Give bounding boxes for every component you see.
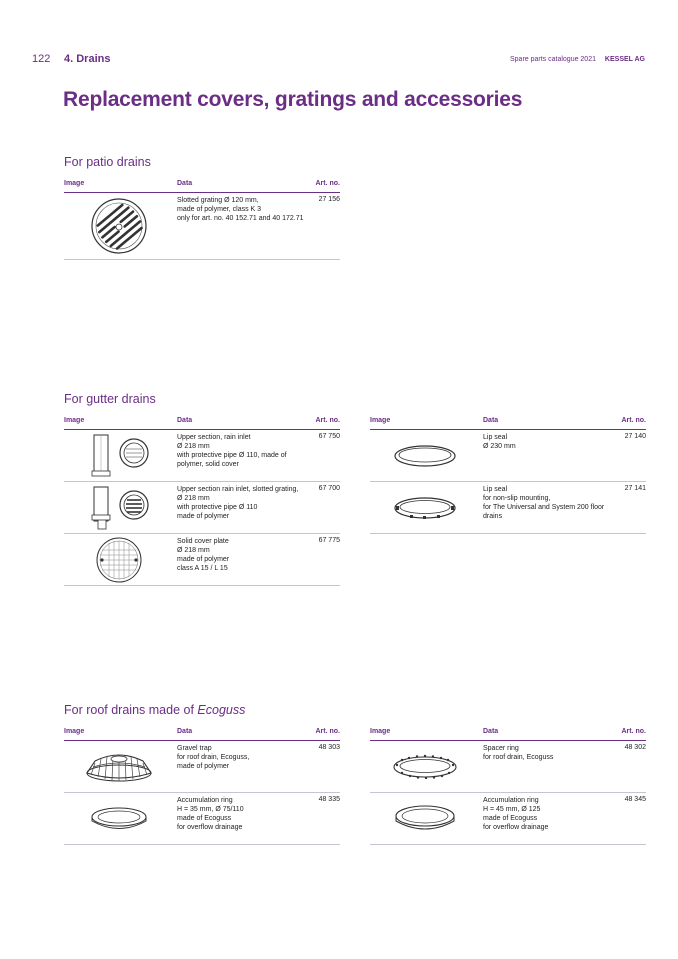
row-art-no: 67 750 [318, 433, 340, 440]
table-row [64, 534, 340, 586]
gravel-trap-icon [64, 741, 174, 792]
page-title: Replacement covers, gratings and accessories [63, 88, 523, 111]
col-data: Data [483, 417, 499, 424]
col-data: Data [483, 728, 499, 735]
table-row [64, 793, 340, 845]
table-header [64, 417, 340, 430]
col-art-no: Art. no. [315, 417, 340, 424]
table-row [370, 741, 646, 793]
row-data: Slotted grating Ø 120 mm, made of polymer, class K 3 only for art. no. 40 152.71 and 40 172.71 [177, 197, 304, 222]
col-data: Data [177, 417, 193, 424]
lip-seal-icon [370, 430, 480, 481]
table-row [64, 430, 340, 482]
slotted-grating-icon [64, 193, 174, 259]
row-art-no: 48 335 [318, 796, 340, 803]
table-header [370, 417, 646, 430]
col-image: Image [370, 728, 391, 735]
row-art-no: 27 140 [624, 433, 646, 440]
row-data: Solid cover plate Ø 218 mm made of polymer class A 15 / L 15 [177, 538, 230, 572]
col-image: Image [370, 417, 391, 424]
col-data: Data [177, 728, 193, 735]
table-row [370, 430, 646, 482]
col-art-no: Art. no. [621, 728, 646, 735]
lip-seal-mounting-icon [370, 482, 480, 533]
col-art-no: Art. no. [315, 180, 340, 187]
accumulation-ring-icon [64, 793, 174, 844]
col-data: Data [177, 180, 193, 187]
roof-table-left [64, 728, 340, 845]
table-row [64, 193, 340, 260]
table-header [370, 728, 646, 741]
row-data: Accumulation ring H = 35 mm, Ø 75/110 made of Ecoguss for overflow drainage [177, 797, 244, 831]
row-data: Lip seal Ø 230 mm [483, 434, 516, 450]
solid-cover-plate-icon [64, 534, 174, 585]
catalogue-name: Spare parts catalogue 2021 [509, 56, 596, 63]
page-number: 122 [32, 53, 51, 65]
accumulation-ring-icon [370, 793, 480, 844]
row-art-no: 27 141 [624, 485, 646, 492]
row-data: Lip seal for non-slip mounting, for The Universal and System 200 floor drains [483, 486, 605, 520]
table-row [64, 482, 340, 534]
col-image: Image [64, 728, 85, 735]
upper-section-slotted-icon [64, 482, 174, 533]
patio-table [64, 180, 340, 260]
table-header [64, 180, 340, 193]
section-title-patio: For patio drains [64, 155, 151, 169]
row-art-no: 48 302 [624, 744, 646, 751]
col-image: Image [64, 417, 85, 424]
row-art-no: 67 700 [318, 485, 340, 492]
spacer-ring-icon [370, 741, 480, 792]
chapter-title: 4. Drains [64, 53, 111, 65]
table-row [64, 741, 340, 793]
row-data: Upper section, rain inlet Ø 218 mm with protective pipe Ø 110, made of polymer, solid cover [177, 434, 287, 468]
row-art-no: 27 156 [318, 196, 340, 203]
col-art-no: Art. no. [621, 417, 646, 424]
row-data: Gravel trap for roof drain, Ecoguss, made of polymer [177, 745, 250, 770]
row-art-no: 48 303 [318, 744, 340, 751]
section-title-gutter: For gutter drains [64, 392, 156, 406]
company-name: KESSEL AG [604, 56, 645, 63]
col-image: Image [64, 180, 85, 187]
table-row [370, 482, 646, 534]
row-data: Upper section rain inlet, slotted grating, Ø 218 mm with protective pipe Ø 110 made of polymer [177, 486, 299, 520]
row-art-no: 67 775 [318, 537, 340, 544]
table-header [64, 728, 340, 741]
gutter-table-right [370, 417, 646, 534]
row-data: Accumulation ring H = 45 mm, Ø 125 made of Ecoguss for overflow drainage [483, 797, 549, 831]
gutter-table-left [64, 417, 340, 586]
row-data: Spacer ring for roof drain, Ecoguss [483, 745, 554, 761]
upper-section-solid-icon [64, 430, 174, 481]
col-art-no: Art. no. [315, 728, 340, 735]
section-title-roof: For roof drains made of Ecoguss [64, 703, 246, 717]
table-row [370, 793, 646, 845]
roof-table-right [370, 728, 646, 845]
row-art-no: 48 345 [624, 796, 646, 803]
